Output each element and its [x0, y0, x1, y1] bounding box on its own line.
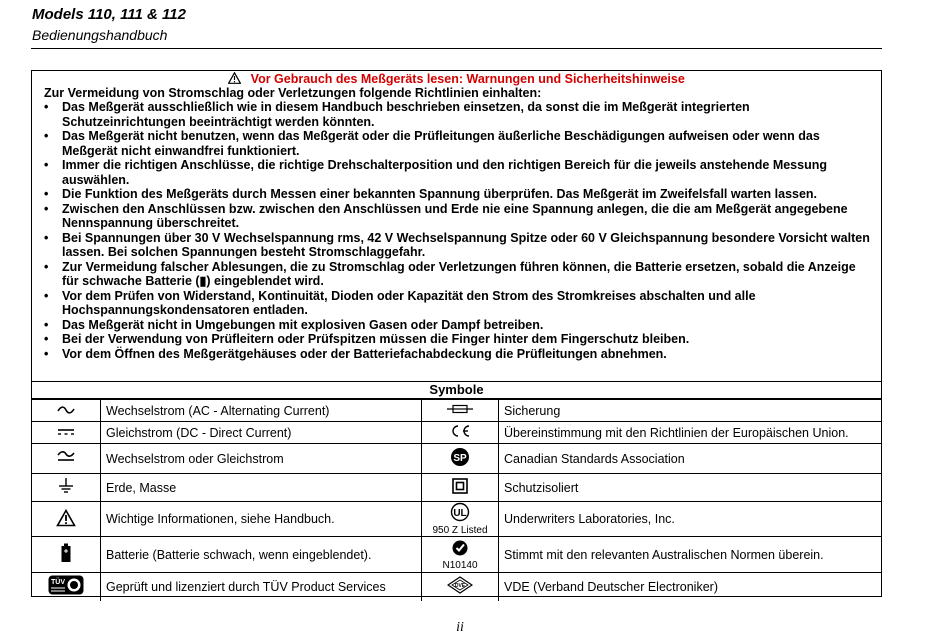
svg-text:UL: UL — [453, 508, 467, 519]
symbol-description: Wechselstrom (AC - Alternating Current) — [101, 400, 422, 422]
ground-icon — [32, 474, 101, 502]
list-item: • Das Meßgerät nicht in Umgebungen mit explosiven Gasen oder Dampf betreiben. — [44, 318, 874, 333]
list-item: • Bei Spannungen über 30 V Wechselspannung rms, 42 V Wechselspannung Spitze oder 60 V Gleichspannung besondere Vorsicht walten lassen. Bei solchen Spannungen besteht Stromschlaggefahr. — [44, 231, 874, 260]
c-tick-icon — [422, 537, 499, 573]
list-item: • Immer die richtigen Anschlüsse, die richtige Drehschalterposition und den richtigen Bereich für die jeweils anstehende Messung auswählen. — [44, 158, 874, 187]
warning-intro: Zur Vermeidung von Stromschlag oder Verletzungen folgende Richtlinien einhalten: — [44, 86, 542, 100]
dc-icon — [32, 422, 101, 444]
symbol-description: Gleichstrom (DC - Direct Current) — [101, 422, 422, 444]
symbol-description: Schutzisoliert — [499, 474, 882, 502]
symbol-description: Canadian Standards Association — [499, 444, 882, 474]
safety-box — [31, 70, 882, 597]
list-item: • Vor dem Öffnen des Meßgerätgehäuses oder der Batteriefachabdeckung die Prüfleitungen abnehmen. — [44, 347, 874, 362]
list-item: • Zur Vermeidung falscher Ablesungen, die zu Stromschlag oder Verletzungen führen können, die Batterie ersetzen, sobald die Anzeige für schwache Batterie (▮) eingeblendet wird. — [44, 260, 874, 289]
list-item: • Das Meßgerät ausschließlich wie in diesem Handbuch beschrieben einsetzen, da sonst die im Meßgerät integrierten Schutzeinrichtungen beeinträchtigt werden könnten. — [44, 100, 874, 129]
symbol-description: Wechselstrom oder Gleichstrom — [101, 444, 422, 474]
list-item: • Vor dem Prüfen von Widerstand, Kontinuität, Dioden oder Kapazität den Strom des Stromkreises abschalten und alle Hochspannungskondensatoren entladen. — [44, 289, 874, 318]
warning-heading — [32, 72, 881, 86]
symbol-description: Batterie (Batterie schwach, wenn eingeblendet). — [101, 537, 422, 573]
page-number: ii — [456, 620, 464, 635]
tuv-mark-icon — [32, 573, 101, 601]
warning-heading-text: Vor Gebrauch des Meßgeräts lesen: Warnungen und Sicherheitshinweise — [250, 72, 685, 86]
list-item: • Bei der Verwendung von Prüfleitern oder Prüfspitzen müssen die Finger hinter dem Fingerschutz bleiben. — [44, 332, 874, 347]
fuse-icon — [422, 400, 499, 422]
warning-icon — [32, 502, 101, 537]
symbol-description: Geprüft und lizenziert durch TÜV Product Services — [101, 573, 422, 601]
c-tick-caption: N10140 — [442, 559, 478, 571]
svg-text:TÜV: TÜV — [51, 579, 65, 587]
symbol-description: Sicherung — [499, 400, 882, 422]
vde-mark-icon — [422, 573, 499, 601]
list-item: • Die Funktion des Meßgeräts durch Messen einer bekannten Spannung überprüfen. Das Meßgerät im Zweifelsfall warten lassen. — [44, 187, 874, 202]
ac-icon — [32, 400, 101, 422]
list-item: • Das Meßgerät nicht benutzen, wenn das Meßgerät oder die Prüfleitungen äußerliche Beschädigungen aufweisen oder wenn das Meßgerät nicht einwandfrei funktioniert. — [44, 129, 874, 158]
ul-mark-icon — [422, 502, 499, 537]
symbols-table — [32, 399, 881, 601]
battery-icon — [32, 537, 101, 573]
table-row — [32, 474, 881, 502]
table-row — [32, 502, 881, 537]
table-row — [32, 422, 881, 444]
table-row — [32, 400, 881, 422]
ul-listing-caption: 950 Z Listed — [432, 525, 488, 536]
table-row — [32, 444, 881, 474]
symbols-heading: Symbole — [32, 381, 881, 399]
svg-text:SP: SP — [453, 453, 467, 464]
double-insulation-icon — [422, 474, 499, 502]
symbol-description: Erde, Masse — [101, 474, 422, 502]
symbol-description: Underwriters Laboratories, Inc. — [499, 502, 882, 537]
document-title: Models 110, 111 & 112 — [32, 6, 186, 23]
symbol-description: Wichtige Informationen, siehe Handbuch. — [101, 502, 422, 537]
list-item: • Zwischen den Anschlüssen bzw. zwischen den Anschlüssen und Erde nie eine Spannung anlegen, die die am Meßgerät angegebene Nennspannung überschreitet. — [44, 202, 874, 231]
svg-text:DVE: DVE — [454, 583, 466, 590]
warning-list — [44, 100, 874, 361]
csa-mark-icon — [422, 444, 499, 474]
table-row — [32, 573, 881, 601]
ac-dc-icon — [32, 444, 101, 474]
header-divider — [31, 48, 882, 49]
document-subtitle: Bedienungshandbuch — [32, 27, 168, 43]
symbol-description: VDE (Verband Deutscher Electroniker) — [499, 573, 882, 601]
warning-icon — [228, 72, 244, 86]
symbol-description: Stimmt mit den relevanten Australischen Normen überein. — [499, 537, 882, 573]
table-row — [32, 537, 881, 573]
symbol-description: Übereinstimmung mit den Richtlinien der Europäischen Union. — [499, 422, 882, 444]
ce-mark-icon — [422, 422, 499, 444]
